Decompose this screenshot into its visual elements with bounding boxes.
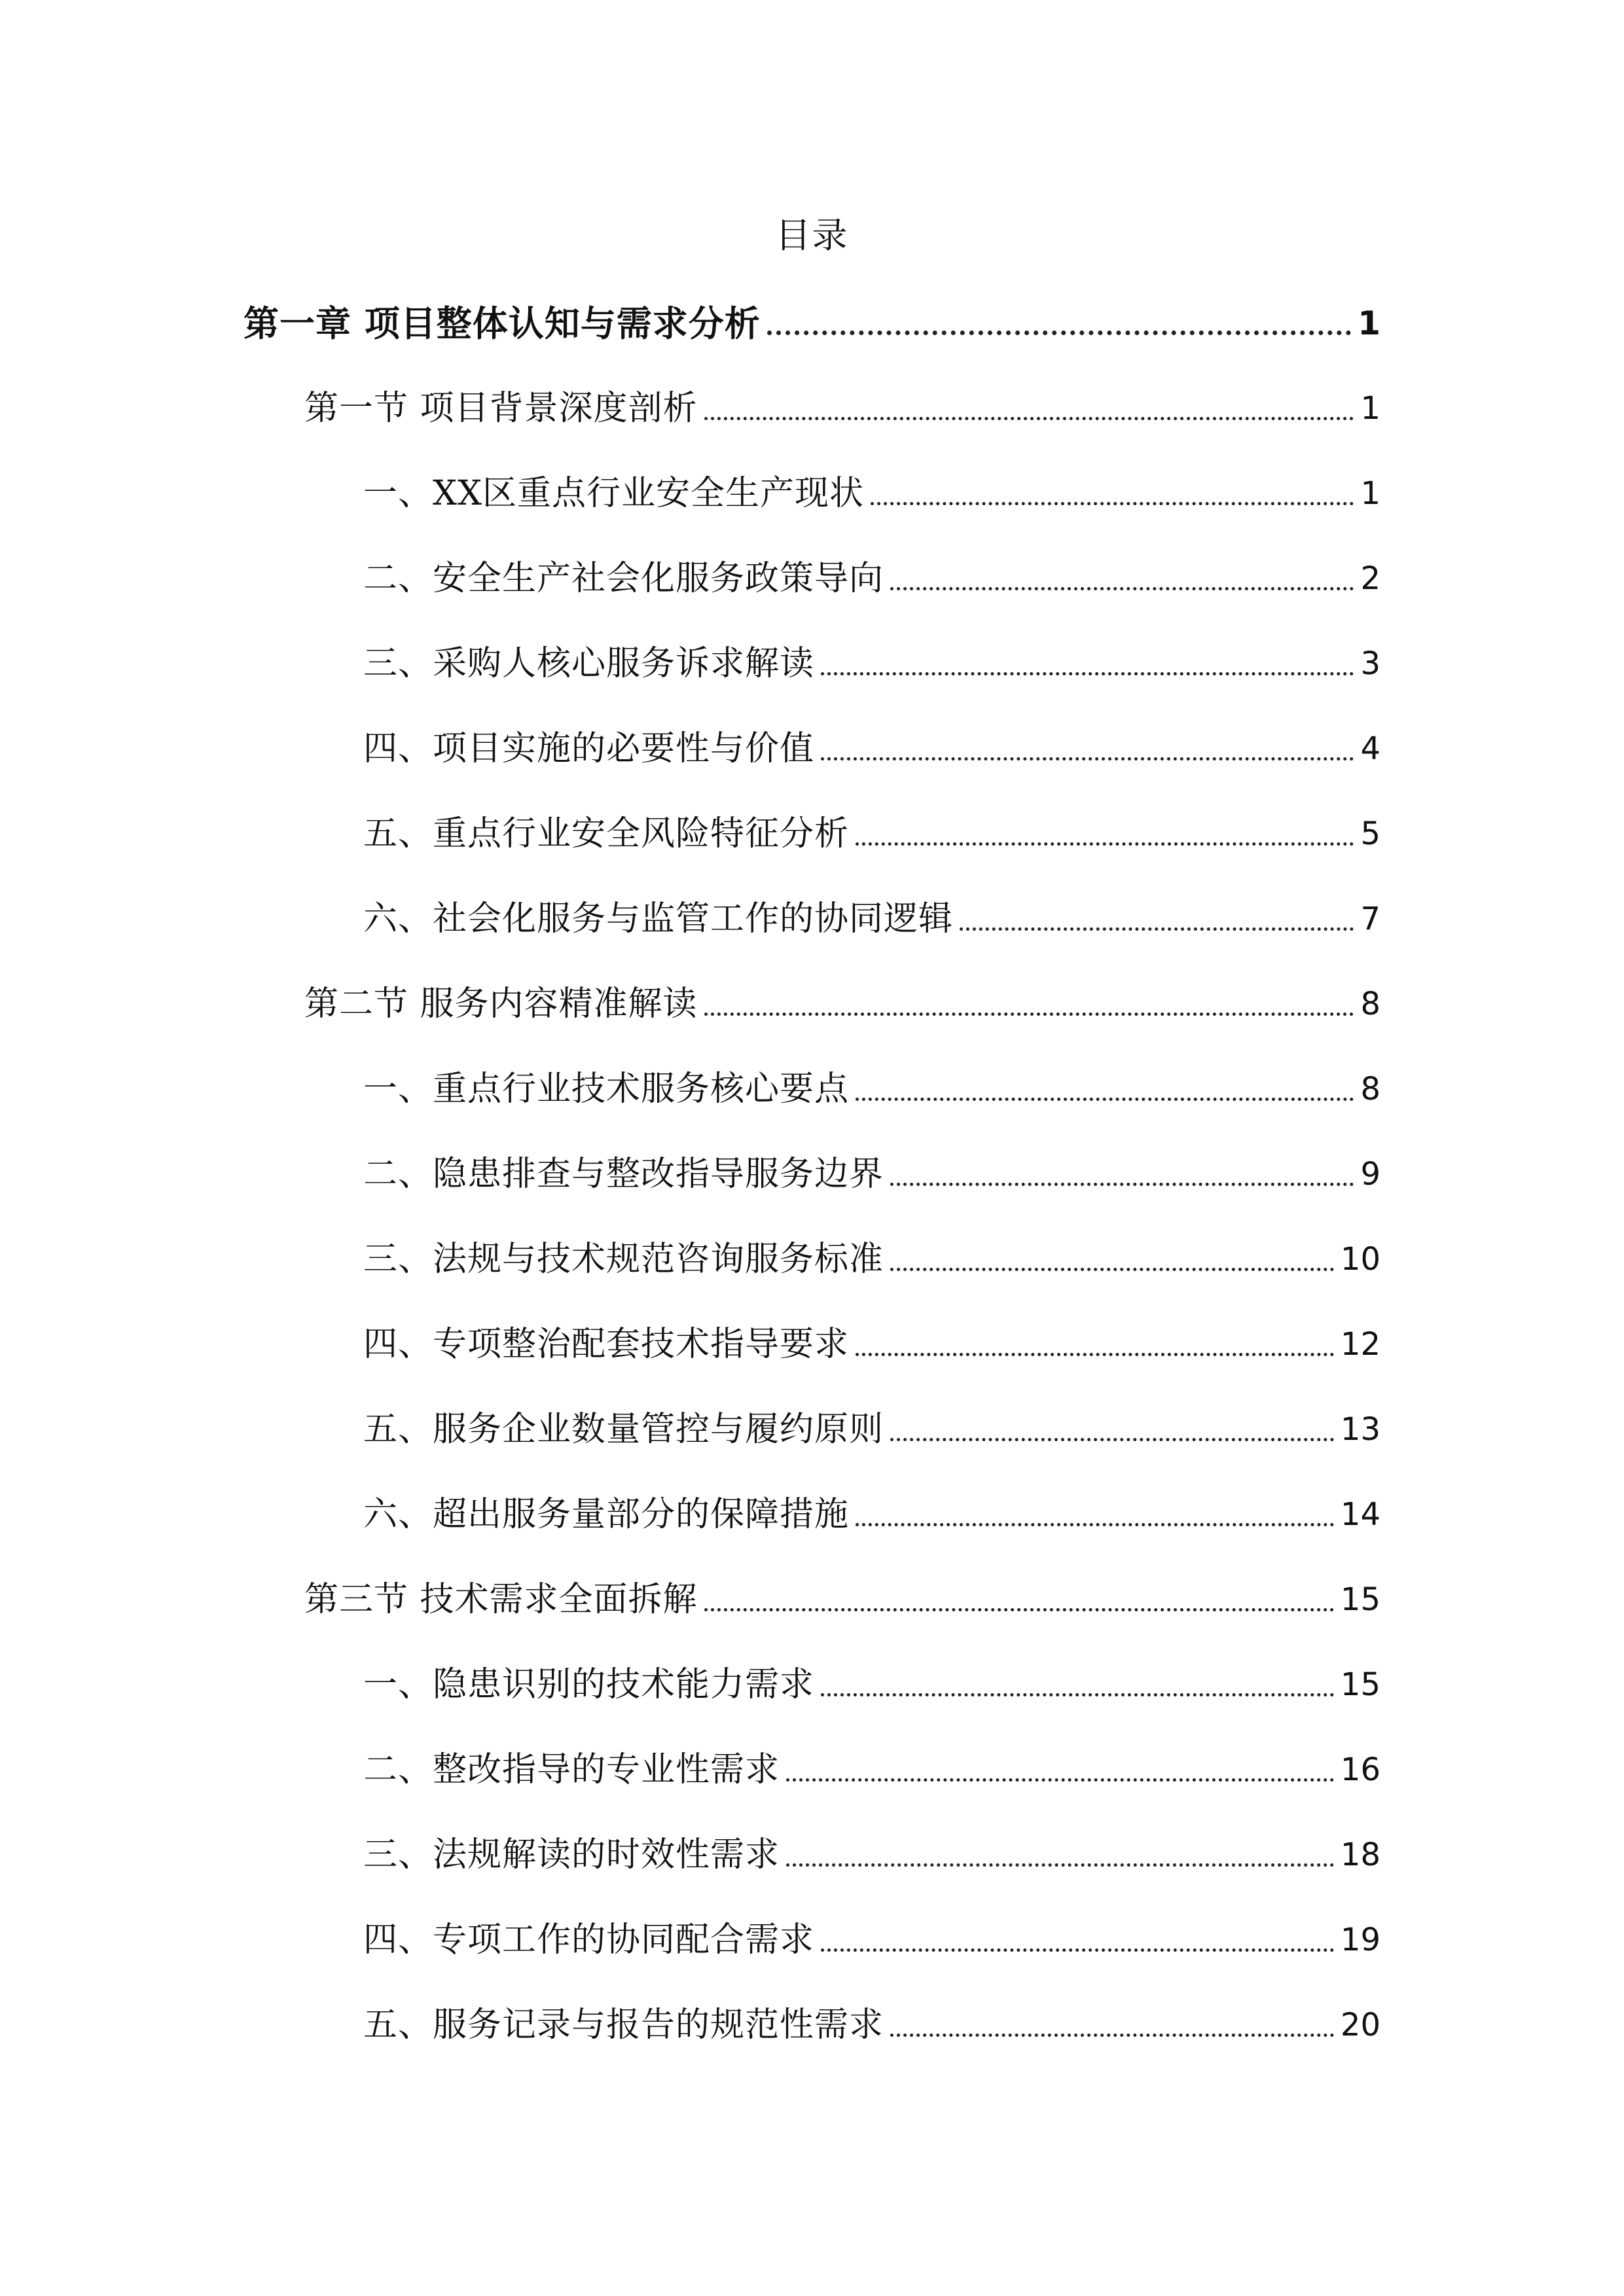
dot-leader	[821, 672, 1354, 675]
dot-leader	[704, 1013, 1354, 1016]
toc-entry-chapter-1[interactable]	[244, 296, 1380, 351]
toc-entry-page: 10	[1340, 1241, 1380, 1278]
toc-entry-page: 13	[1340, 1411, 1380, 1448]
toc-entry-subsection[interactable]	[363, 1912, 1380, 1967]
toc-entry-label: 第二节 服务内容精准解读	[304, 984, 698, 1024]
toc-entry-page: 1	[1360, 475, 1380, 512]
toc-entry-page: 8	[1360, 1071, 1380, 1107]
toc-entry-page: 16	[1340, 1751, 1380, 1788]
toc-entry-page: 19	[1340, 1922, 1380, 1958]
dot-leader	[856, 1523, 1334, 1526]
toc-entry-subsection[interactable]	[363, 1657, 1380, 1712]
dot-leader	[856, 1098, 1354, 1101]
toc-entry-section-2[interactable]	[304, 977, 1380, 1031]
toc-entry-section-1[interactable]	[304, 381, 1380, 436]
dot-leader	[704, 1608, 1334, 1611]
toc-entry-label: 三、采购人核心服务诉求解读	[363, 644, 815, 683]
toc-entry-label: 五、重点行业安全风险特征分析	[363, 814, 850, 853]
toc-entry-subsection[interactable]	[363, 1827, 1380, 1882]
dot-leader	[871, 502, 1354, 505]
table-of-contents	[0, 296, 1624, 2063]
dot-leader	[890, 2034, 1334, 2037]
toc-entry-label: 二、整改指导的专业性需求	[363, 1750, 780, 1789]
dot-leader	[821, 757, 1354, 761]
dot-leader	[786, 1863, 1334, 1867]
toc-entry-subsection[interactable]	[363, 1998, 1380, 2053]
dot-leader	[786, 1778, 1334, 1782]
dot-leader	[890, 1183, 1354, 1186]
toc-entry-page: 1	[1360, 390, 1380, 427]
dot-leader	[821, 1948, 1334, 1952]
toc-entry-label: 第三节 技术需求全面拆解	[304, 1580, 698, 1619]
toc-entry-label: 一、XX区重点行业安全生产现状	[363, 474, 865, 513]
toc-entry-subsection[interactable]	[363, 1062, 1380, 1117]
toc-entry-page: 15	[1340, 1581, 1380, 1618]
toc-entry-subsection[interactable]	[363, 1487, 1380, 1542]
toc-entry-page: 18	[1340, 1837, 1380, 1873]
toc-entry-label: 第一节 项目背景深度剖析	[304, 389, 698, 428]
toc-entry-page: 7	[1360, 901, 1380, 937]
toc-entry-label: 三、法规解读的时效性需求	[363, 1835, 780, 1874]
toc-entry-label: 四、专项工作的协同配合需求	[363, 1920, 815, 1960]
toc-entry-label: 一、隐患识别的技术能力需求	[363, 1665, 815, 1704]
toc-entry-label: 第一章 项目整体认知与需求分析	[244, 302, 761, 344]
toc-entry-page: 14	[1340, 1496, 1380, 1533]
toc-entry-subsection[interactable]	[363, 1402, 1380, 1457]
toc-entry-label: 五、服务记录与报告的规范性需求	[363, 2005, 884, 2045]
toc-entry-label: 一、重点行业技术服务核心要点	[363, 1069, 850, 1109]
toc-entry-subsection[interactable]	[363, 466, 1380, 521]
toc-entry-subsection[interactable]	[363, 636, 1380, 691]
toc-entry-subsection[interactable]	[363, 1317, 1380, 1372]
toc-entry-page: 5	[1360, 816, 1380, 852]
toc-entry-page: 4	[1360, 730, 1380, 767]
toc-entry-subsection[interactable]	[363, 1742, 1380, 1797]
dot-leader	[767, 331, 1351, 335]
toc-entry-subsection[interactable]	[363, 551, 1380, 606]
toc-entry-label: 二、隐患排查与整改指导服务边界	[363, 1155, 884, 1194]
toc-entry-page: 1	[1358, 304, 1380, 342]
dot-leader	[890, 1438, 1334, 1441]
dot-leader	[821, 1693, 1334, 1696]
dot-leader	[856, 842, 1354, 846]
toc-entry-section-3[interactable]	[304, 1572, 1380, 1627]
toc-entry-subsection[interactable]	[363, 721, 1380, 776]
toc-entry-label: 四、专项整治配套技术指导要求	[363, 1325, 850, 1364]
toc-entry-subsection[interactable]	[363, 891, 1380, 946]
toc-entry-page: 8	[1360, 986, 1380, 1022]
toc-entry-label: 五、服务企业数量管控与履约原则	[363, 1410, 884, 1449]
toc-entry-label: 三、法规与技术规范咨询服务标准	[363, 1240, 884, 1279]
dot-leader	[704, 417, 1354, 420]
toc-entry-subsection[interactable]	[363, 1147, 1380, 1202]
page-title: 目录	[775, 215, 849, 256]
dot-leader	[856, 1353, 1334, 1356]
toc-entry-page: 2	[1360, 560, 1380, 597]
toc-entry-label: 四、项目实施的必要性与价值	[363, 729, 815, 768]
dot-leader	[960, 927, 1354, 931]
toc-entry-subsection[interactable]	[363, 1232, 1380, 1287]
toc-entry-label: 六、超出服务量部分的保障措施	[363, 1495, 850, 1534]
toc-entry-page: 20	[1340, 2007, 1380, 2043]
dot-leader	[890, 1268, 1334, 1271]
toc-entry-page: 15	[1340, 1666, 1380, 1703]
dot-leader	[890, 587, 1354, 590]
toc-entry-page: 9	[1360, 1156, 1380, 1193]
toc-entry-page: 3	[1360, 645, 1380, 682]
toc-entry-label: 六、社会化服务与监管工作的协同逻辑	[363, 899, 954, 939]
toc-entry-label: 二、安全生产社会化服务政策导向	[363, 559, 884, 598]
toc-entry-subsection[interactable]	[363, 806, 1380, 861]
toc-entry-page: 12	[1340, 1326, 1380, 1363]
